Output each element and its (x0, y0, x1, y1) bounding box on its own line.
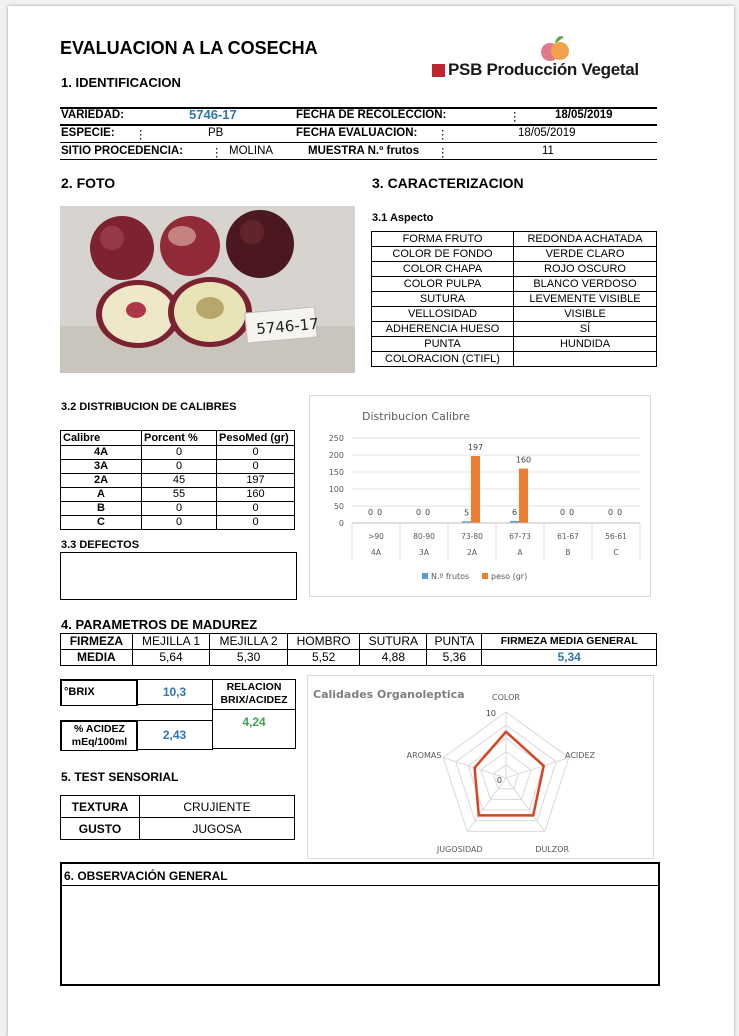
section-identificacion: 1. IDENTIFICACION (61, 75, 181, 90)
aspecto-value: SÍ (514, 322, 657, 337)
calibre-cell: 0 (142, 502, 217, 516)
aspecto-row (372, 262, 657, 277)
sensorial-value: JUGOSA (140, 818, 295, 840)
calibre-cell: 0 (217, 460, 295, 474)
section-foto: 2. FOTO (61, 175, 116, 191)
data-label: 0 (415, 508, 422, 517)
madurez-header: MEJILLA 1 (132, 634, 210, 650)
cut-peach-2 (168, 277, 252, 347)
organoleptica-radar-chart (308, 676, 653, 858)
divider (60, 124, 657, 126)
calibre-cell: C (61, 516, 142, 530)
x-subcategory-label: 2A (467, 548, 477, 557)
calibre-cell: B (61, 502, 142, 516)
radar-axis-label: AROMAS (406, 751, 442, 760)
y-tick-label: 150 (328, 468, 344, 477)
madurez-value: 5,52 (287, 650, 360, 666)
radar-tick-label: 10 (485, 709, 496, 718)
calibre-bar-chart (310, 396, 650, 596)
legend-label: N.º frutos (431, 572, 470, 581)
dots: ⋮ (135, 129, 147, 141)
chart-title: Distribucion Calibre (362, 410, 470, 423)
aspecto-key: ADHERENCIA HUESO (372, 322, 514, 337)
calibre-cell: 3A (61, 460, 142, 474)
x-tick-label: 61-67 (557, 532, 579, 541)
id-row-3 (60, 145, 657, 159)
calibre-cell: 0 (142, 446, 217, 460)
madurez-value: MEDIA (61, 650, 133, 666)
sitio-label: SITIO PROCEDENCIA: (61, 145, 184, 157)
y-tick-label: 0 (338, 519, 344, 528)
defectos-box (60, 552, 297, 600)
data-label: 0 (559, 508, 566, 517)
cut-peach-1 (96, 280, 180, 348)
sensorial-key: TEXTURA (61, 796, 140, 818)
madurez-table (60, 633, 657, 666)
dots: ⋮ (437, 129, 449, 141)
aspecto-row (372, 352, 657, 367)
aspecto-key: COLOR PULPA (372, 277, 514, 292)
aspecto-title: 3.1 Aspecto (372, 212, 434, 224)
acidez-value: 2,43 (162, 728, 187, 742)
aspecto-row (372, 337, 657, 352)
sensorial-table (60, 795, 295, 840)
observacion-box (60, 862, 660, 986)
aspecto-table (371, 231, 657, 367)
calibre-cell: 0 (217, 502, 295, 516)
x-subcategory-label: B (565, 548, 571, 557)
calibre-row (61, 474, 295, 488)
data-label: 0 (376, 508, 383, 517)
calibres-title: 3.2 DISTRIBUCION DE CALIBRES (61, 401, 237, 413)
sensorial-key: GUSTO (61, 818, 140, 840)
col-porcent: Porcent % (142, 431, 217, 446)
madurez-header: MEJILLA 2 (210, 634, 288, 650)
section-madurez: 4. PARAMETROS DE MADUREZ (61, 617, 258, 632)
acidez-label-2: mEq/100ml (71, 736, 128, 748)
calibres-table (60, 430, 295, 530)
aspecto-value: REDONDA ACHATADA (514, 232, 657, 247)
relacion-label (213, 680, 295, 707)
brix-label-box (60, 679, 138, 706)
especie-label: ESPECIE: (61, 127, 115, 139)
aspecto-value: LEVEMENTE VISIBLE (514, 292, 657, 307)
madurez-header: HOMBRO (287, 634, 360, 650)
data-label: 0 (367, 508, 374, 517)
calibre-cell: 0 (142, 516, 217, 530)
calibre-cell: 4A (61, 446, 142, 460)
legend-label: peso (gr) (491, 572, 528, 581)
id-row-2 (60, 127, 657, 141)
x-tick-label: 56-61 (605, 532, 627, 541)
radar-axis-label: JUGOSIDAD (436, 845, 483, 854)
data-label: 197 (467, 443, 484, 453)
calibre-cell: 160 (217, 488, 295, 502)
aspecto-value: VISIBLE (514, 307, 657, 322)
data-label: 0 (616, 508, 623, 517)
legend-swatch (422, 573, 428, 579)
aspecto-key: VELLOSIDAD (372, 307, 514, 322)
organoleptica-chart-frame (307, 675, 654, 859)
muestra-value: 11 (542, 145, 554, 157)
brix-label: °BRIX (64, 686, 95, 698)
calibre-row (61, 488, 295, 502)
calibre-chart-frame (309, 395, 651, 597)
bar-peso (471, 456, 480, 523)
madurez-value: 5,36 (427, 650, 482, 666)
aspecto-row (372, 322, 657, 337)
calibre-cell: 197 (217, 474, 295, 488)
x-tick-label: 80-90 (413, 532, 435, 541)
madurez-value: 5,64 (132, 650, 210, 666)
data-label: 160 (515, 455, 532, 465)
aspecto-value: BLANCO VERDOSO (514, 277, 657, 292)
x-subcategory-label: A (517, 548, 523, 557)
fecha-recoleccion-label: FECHA DE RECOLECCION: (296, 109, 447, 121)
radar-axis-label: DULZOR (535, 845, 570, 854)
madurez-header: FIRMEZA (61, 634, 133, 650)
company-logo (430, 34, 660, 80)
aspecto-key: PUNTA (372, 337, 514, 352)
relacion-label-2: BRIX/ACIDEZ (220, 694, 288, 706)
calibre-cell: A (61, 488, 142, 502)
variedad-value: 5746-17 (189, 107, 237, 122)
page-title: EVALUACION A LA COSECHA (60, 38, 318, 58)
x-tick-label: 73-80 (461, 532, 483, 541)
calibre-cell: 0 (217, 516, 295, 530)
aspecto-value: HUNDIDA (514, 337, 657, 352)
divider (60, 142, 657, 143)
aspecto-key: SUTURA (372, 292, 514, 307)
sensorial-value: CRUJIENTE (140, 796, 295, 818)
calibre-cell: 2A (61, 474, 142, 488)
acidez-label-1: % ACIDEZ (74, 723, 125, 735)
madurez-header: SUTURA (360, 634, 427, 650)
x-subcategory-label: 4A (371, 548, 381, 557)
fecha-evaluacion-label: FECHA EVALUACION: (296, 127, 418, 139)
id-row-1 (60, 109, 657, 123)
calibre-row (61, 460, 295, 474)
y-tick-label: 50 (333, 502, 344, 511)
aspecto-row (372, 232, 657, 247)
aspecto-row (372, 247, 657, 262)
section-sensorial: 5. TEST SENSORIAL (61, 770, 179, 784)
sensorial-row (61, 818, 295, 840)
aspecto-key: COLORACION (CTIFL) (372, 352, 514, 367)
data-label: 0 (607, 508, 614, 517)
aspecto-row (372, 277, 657, 292)
aspecto-value: ROJO OSCURO (514, 262, 657, 277)
relacion-label-1: RELACION (226, 681, 282, 693)
divider (60, 159, 657, 160)
aspecto-value: VERDE CLARO (514, 247, 657, 262)
calibre-cell: 0 (142, 460, 217, 474)
dots: ⋮ (211, 147, 223, 159)
x-tick-label: >90 (368, 532, 384, 541)
x-subcategory-label: C (613, 548, 619, 557)
bar-peso (519, 469, 528, 523)
x-tick-label: 67-73 (509, 532, 531, 541)
acidez-value-box (136, 720, 213, 750)
madurez-value: 5,30 (210, 650, 288, 666)
sensorial-row (61, 796, 295, 818)
col-pesomed: PesoMed (gr) (217, 431, 295, 446)
dots: ⋮ (509, 111, 521, 123)
data-label: 0 (424, 508, 431, 517)
logo-square (432, 64, 445, 77)
aspecto-row (372, 292, 657, 307)
calibre-row (61, 516, 295, 530)
x-subcategory-label: 3A (419, 548, 429, 557)
radar-series (475, 732, 544, 816)
photo-card-label: 5746-17 (255, 314, 320, 339)
madurez-header: PUNTA (427, 634, 482, 650)
radar-tick-label: 0 (496, 776, 502, 785)
acidez-label (62, 722, 137, 749)
calibre-cell: 55 (142, 488, 217, 502)
aspecto-key: COLOR CHAPA (372, 262, 514, 277)
madurez-value: 4,88 (360, 650, 427, 666)
brix-value-box (136, 679, 213, 705)
fecha-evaluacion-value: 18/05/2019 (518, 127, 576, 139)
aspecto-key: COLOR DE FONDO (372, 247, 514, 262)
aspecto-row (372, 307, 657, 322)
aspecto-value (514, 352, 657, 367)
brix-value: 10,3 (162, 685, 187, 699)
col-calibre: Calibre (61, 431, 142, 446)
y-tick-label: 250 (328, 434, 344, 443)
radar-title: Calidades Organoleptica (313, 688, 465, 701)
dots: ⋮ (437, 147, 449, 159)
relacion-box (212, 679, 296, 749)
muestra-label: MUESTRA N.º frutos (308, 145, 420, 157)
radar-axis-label: ACIDEZ (565, 751, 595, 760)
whole-peach-1 (90, 216, 154, 280)
section-caracterizacion: 3. CARACTERIZACION (372, 175, 524, 191)
logo-text: PSB Producción Vegetal (448, 60, 639, 79)
sitio-value: MOLINA (229, 145, 274, 157)
whole-peach-3 (226, 210, 294, 278)
whole-peach-2 (160, 216, 220, 276)
aspecto-key: FORMA FRUTO (372, 232, 514, 247)
defectos-title: 3.3 DEFECTOS (61, 539, 140, 551)
radar-axis-label: COLOR (492, 693, 520, 702)
observacion-title: 6. OBSERVACIÓN GENERAL (62, 864, 658, 886)
relacion-value: 4,24 (242, 715, 266, 729)
especie-value: PB (208, 127, 224, 139)
calibre-row (61, 446, 295, 460)
fecha-recoleccion-value: 18/05/2019 (555, 109, 613, 121)
y-tick-label: 100 (328, 485, 344, 494)
data-label: 5 (463, 508, 470, 518)
acidez-label-box (60, 720, 138, 751)
calibre-cell: 45 (142, 474, 217, 488)
y-tick-label: 200 (328, 451, 344, 460)
madurez-value: 5,34 (482, 650, 657, 666)
legend-swatch (482, 573, 488, 579)
variedad-label: VARIEDAD: (61, 109, 125, 121)
calibre-row (61, 502, 295, 516)
data-label: 6 (511, 507, 518, 517)
calibre-cell: 0 (217, 446, 295, 460)
fruit-photo (60, 206, 355, 373)
madurez-header: FIRMEZA MEDIA GENERAL (482, 634, 657, 650)
data-label: 0 (568, 508, 575, 517)
